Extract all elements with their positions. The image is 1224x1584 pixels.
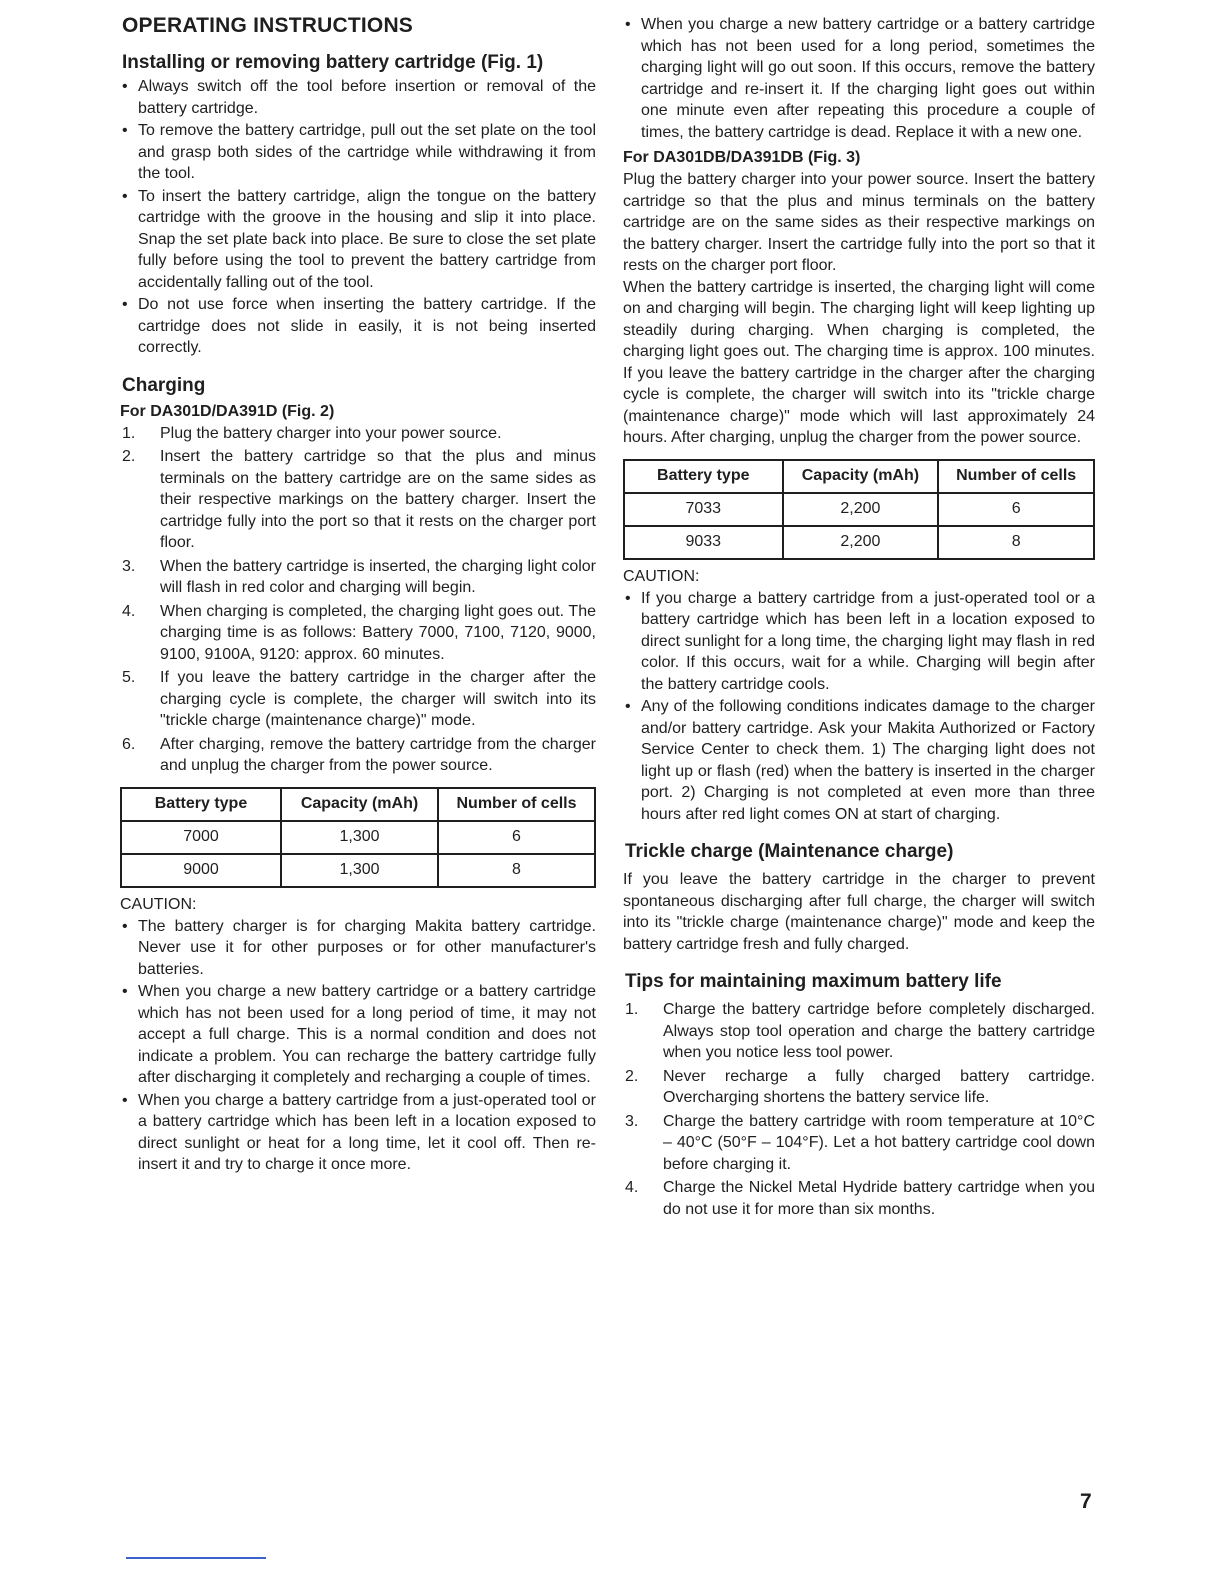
step-text: If you leave the battery cartridge in the charger after the charging cycle is complete, the charger will switch into its "trickle charge (maintenance charge)" mode. xyxy=(160,669,596,729)
step-number: 1. xyxy=(122,424,136,442)
continued-bullet-list xyxy=(621,14,1095,143)
list-item xyxy=(118,423,596,445)
list-item xyxy=(621,1111,1095,1176)
list-item xyxy=(118,667,596,732)
da301db-heading: For DA301DB/DA391DB (Fig. 3) xyxy=(623,149,861,166)
table-row xyxy=(624,493,1094,526)
list-item xyxy=(621,999,1095,1064)
table-row xyxy=(624,526,1094,559)
column-header: Capacity (mAh) xyxy=(783,460,939,493)
step-text: Charge the battery cartridge before completely discharged. Always stop tool operation and charge the battery cartridge when you notice less tool power. xyxy=(663,1001,1095,1061)
right-column xyxy=(621,14,1095,1222)
tips-steps xyxy=(621,999,1095,1220)
table-row xyxy=(121,821,595,854)
step-number: 1. xyxy=(625,1001,639,1018)
list-item: • When you charge a new battery cartridge or a battery cartridge which has not been used for a long period of time, it may not accept a full charge. This is a normal condition and does not indicate a problem. You can recharge the battery cartridge fully after discharging it completely and recharging a couple of times. xyxy=(118,981,596,1089)
table-cell: 8 xyxy=(938,526,1094,559)
table-cell: 9000 xyxy=(121,854,281,887)
battery-spec-table xyxy=(120,787,596,888)
column-header: Capacity (mAh) xyxy=(281,788,438,821)
step-number: 4. xyxy=(625,1179,639,1196)
list-item: • To insert the battery cartridge, align the tongue on the battery cartridge with the groove in the housing and slip it into place. Snap the set plate back into place. Be sure to close the set plate fully before using the tool to prevent the battery cartridge from accidentally falling out of the tool. xyxy=(118,186,596,294)
da301db-paragraph: Plug the battery charger into your power source. Insert the battery cartridge so that the plus and minus terminals on the battery cartridge are on the same sides as their respective markings on the battery charger. Insert the cartridge fully into the port so that it rests on the charger port floor. xyxy=(623,171,1095,274)
step-number: 3. xyxy=(625,1112,639,1130)
list-item xyxy=(118,734,596,777)
step-number: 4. xyxy=(122,602,136,620)
tips-heading: Tips for maintaining maximum battery life xyxy=(625,971,1002,992)
step-text: Plug the battery charger into your power source. xyxy=(160,424,502,442)
page-title: OPERATING INSTRUCTIONS xyxy=(122,14,414,37)
step-text: When the battery cartridge is inserted, the charging light color will flash in red color and charging will begin. xyxy=(160,557,596,596)
table-cell: 7033 xyxy=(624,493,783,526)
table-cell: 2,200 xyxy=(783,526,939,559)
table-cell: 8 xyxy=(438,854,595,887)
charging-heading: Charging xyxy=(122,374,206,396)
step-text: When charging is completed, the charging light goes out. The charging time is as follows: Battery 7000, 7100, 7120, 9000, 9100, 9100A, 9120: approx. 60 minutes. xyxy=(160,602,596,663)
table-row xyxy=(121,854,595,887)
table-header-row xyxy=(624,460,1094,493)
table-cell: 1,300 xyxy=(281,821,438,854)
caution-label: CAUTION: xyxy=(623,567,700,585)
step-number: 2. xyxy=(625,1067,639,1085)
step-number: 2. xyxy=(122,448,136,465)
list-item: • Always switch off the tool before insertion or removal of the battery cartridge. xyxy=(118,76,596,119)
step-text: Charge the battery cartridge with room temperature at 10°C – 40°C (50°F – 104°F). Let a hot battery cartridge cool down before charging it. xyxy=(663,1112,1095,1173)
step-number: 3. xyxy=(122,557,136,575)
da301d-heading: For DA301D/DA391D (Fig. 2) xyxy=(120,402,335,420)
list-item: • Do not use force when inserting the battery cartridge. If the cartridge does not slide in easily, it is not being inserted correctly. xyxy=(118,294,596,359)
install-heading: Installing or removing battery cartridge (Fig. 1) xyxy=(122,52,544,73)
list-item xyxy=(118,601,596,666)
da301d-steps xyxy=(118,423,596,777)
column-header: Number of cells xyxy=(938,460,1094,493)
list-item: • When you charge a new battery cartridge or a battery cartridge which has not been used for a long period, sometimes the charging light will go out soon. If this occurs, remove the battery cartridge and re-insert it. If the charging light goes out within one minute even after repeating this procedure a couple of times, the battery cartridge is dead. Replace it with a new one. xyxy=(621,14,1095,143)
left-column xyxy=(118,14,596,1177)
battery-spec-table xyxy=(623,459,1095,560)
caution-bullet-list xyxy=(118,916,596,1176)
column-header: Battery type xyxy=(121,788,281,821)
trickle-heading: Trickle charge (Maintenance charge) xyxy=(625,841,954,862)
table-cell: 7000 xyxy=(121,821,281,854)
step-text: Charge the Nickel Metal Hydride battery cartridge when you do not use it for more than six months. xyxy=(663,1179,1095,1218)
step-number: 6. xyxy=(122,735,136,753)
step-number: 5. xyxy=(122,669,136,686)
list-item: • To remove the battery cartridge, pull out the set plate on the tool and grasp both sides of the cartridge while withdrawing it from the tool. xyxy=(118,120,596,185)
column-header: Number of cells xyxy=(438,788,595,821)
page-number: 7 xyxy=(1080,1490,1092,1513)
list-item xyxy=(118,446,596,554)
table-cell: 2,200 xyxy=(783,493,939,526)
column-header: Battery type xyxy=(624,460,783,493)
da301db-paragraph: When the battery cartridge is inserted, the charging light will come on and charging will begin. The charging light will keep lighting up steadily during charging. When charging is completed, the charging light goes out. The charging time is approx. 100 minutes. If you leave the battery cartridge in the charger after the charging cycle is complete, the charger will switch into its "trickle charge (maintenance charge)" mode which will last approximately 24 hours. After charging, unplug the charger from the power source. xyxy=(623,278,1095,446)
list-item: • When you charge a battery cartridge from a just-operated tool or a battery cartridge which has been left in a location exposed to direct sunlight or heat for a long time, let it cool off. Then re-insert it and try to charge it once more. xyxy=(118,1090,596,1176)
trickle-paragraph: If you leave the battery cartridge in the charger to prevent spontaneous discharging after full charge, the charger will switch into its "trickle charge (maintenance charge)" mode and keep the battery cartridge fresh and fully charged. xyxy=(623,871,1095,953)
caution-bullet-list xyxy=(621,588,1095,826)
bottom-rule xyxy=(126,1557,266,1559)
list-item: • The battery charger is for charging Makita battery cartridge. Never use it for other purposes or for other manufacturer's batteries. xyxy=(118,916,596,981)
caution-label: CAUTION: xyxy=(120,895,197,913)
table-cell: 1,300 xyxy=(281,854,438,887)
table-cell: 6 xyxy=(938,493,1094,526)
table-cell: 6 xyxy=(438,821,595,854)
list-item xyxy=(118,556,596,599)
list-item xyxy=(621,1066,1095,1109)
table-cell: 9033 xyxy=(624,526,783,559)
install-bullet-list xyxy=(118,76,596,359)
step-text: Insert the battery cartridge so that the plus and minus terminals on the battery cartridge are on the same sides as their respective markings on the battery charger. Insert the cartridge fully into the port so that it rests on the charger port floor. xyxy=(160,448,596,551)
list-item xyxy=(621,1177,1095,1220)
list-item: • If you charge a battery cartridge from a just-operated tool or a battery cartridge which has been left in a location exposed to direct sunlight for a long time, the charging light may flash in red color. If this occurs, wait for a while. Charging will begin after the battery cartridge cools. xyxy=(621,588,1095,696)
list-item: • Any of the following conditions indicates damage to the charger and/or battery cartridge. Ask your Makita Authorized or Factory Service Center to check them. 1) The charging light does not light up or flash (red) when the battery is inserted in the charger port. 2) Charging is not completed at even more than three hours after red light comes ON at start of charging. xyxy=(621,696,1095,825)
step-text: Never recharge a fully charged battery cartridge. Overcharging shortens the battery service life. xyxy=(663,1067,1095,1106)
step-text: After charging, remove the battery cartridge from the charger and unplug the charger from the power source. xyxy=(160,735,596,774)
table-header-row xyxy=(121,788,595,821)
